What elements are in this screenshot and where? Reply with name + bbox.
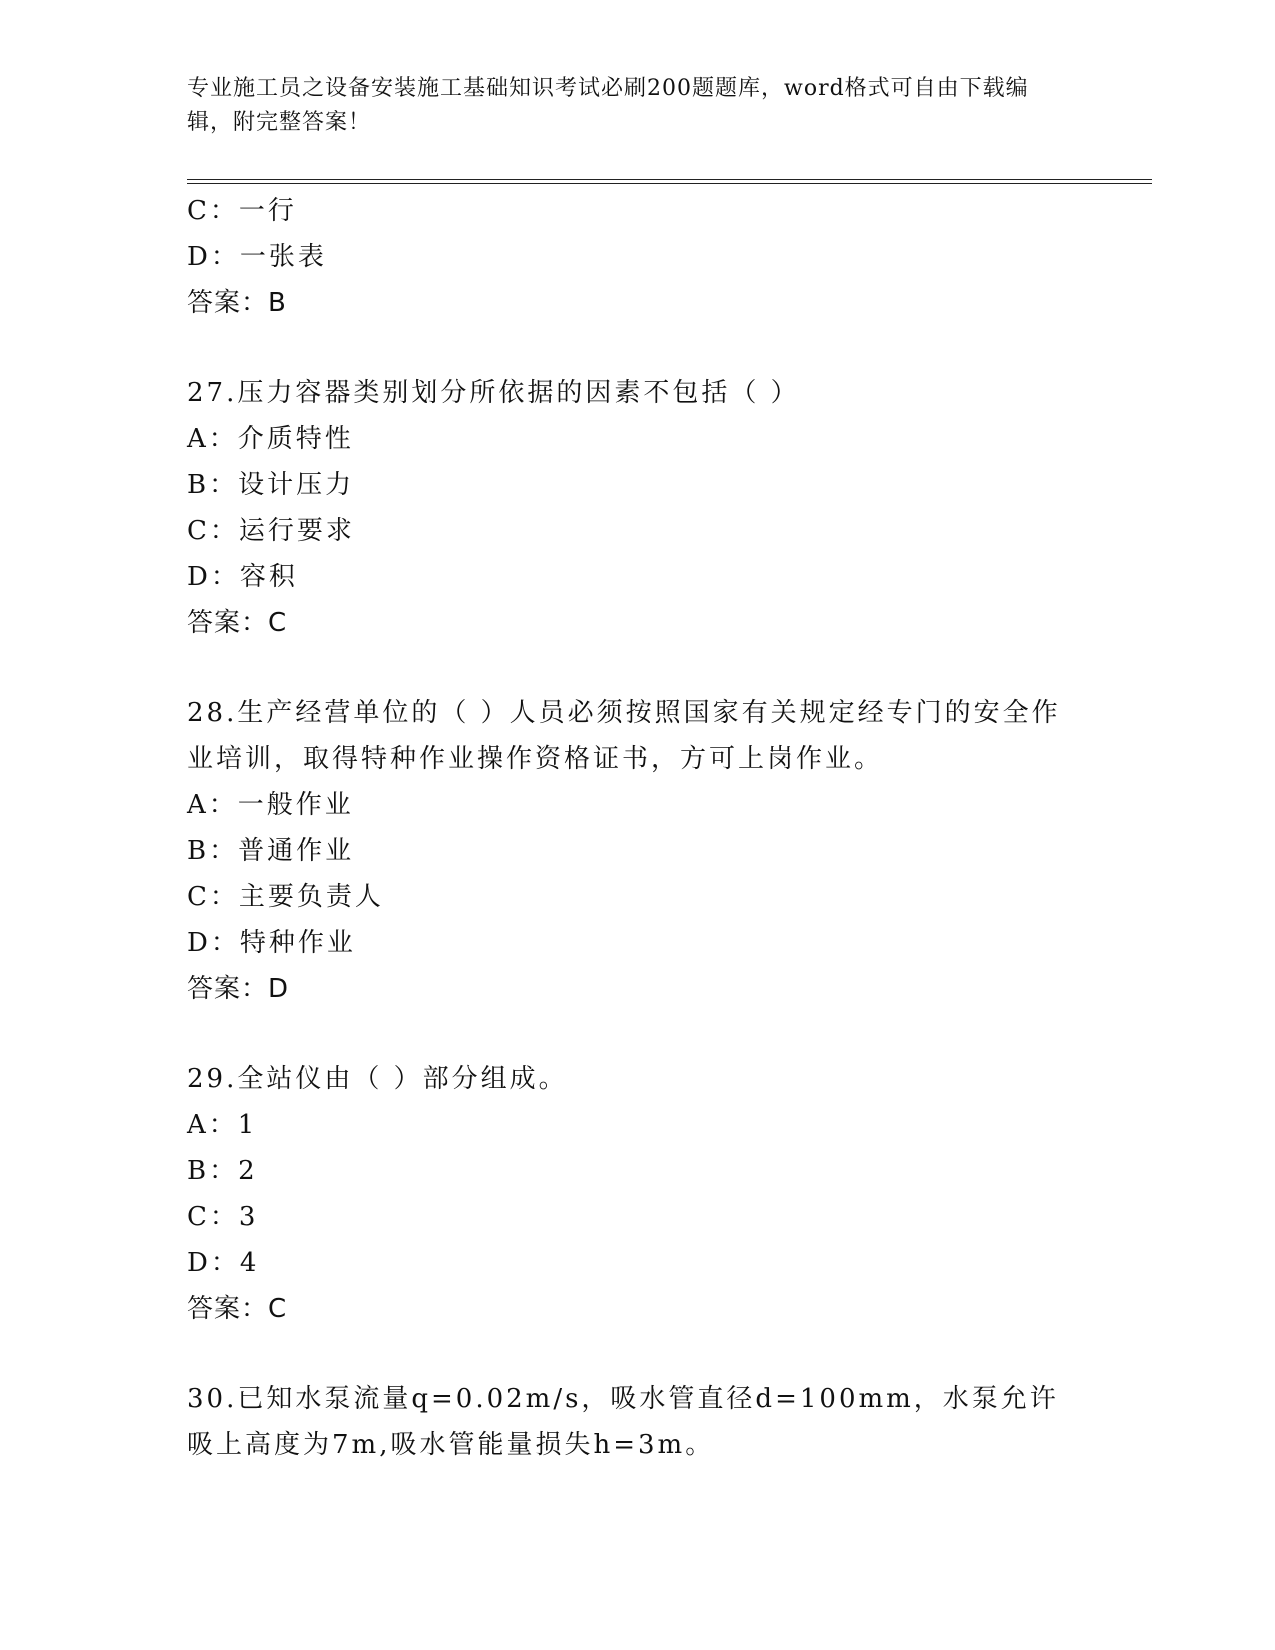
option-a: A：1 [187,1110,258,1140]
header-divider-bottom [187,183,1152,184]
header-title: 专业施工员之设备安装施工基础知识考试必刷200题题库，word格式可自由下载编辑，附完整答案！ [187,76,1029,135]
option-d: D：4 [187,1248,260,1278]
answer-line: 答案：C [187,1294,288,1324]
question-30 [187,1376,1087,1468]
answer-line: 答案：D [187,974,290,1004]
option-b: B：设计压力 [187,470,355,500]
option-c: C：3 [187,1202,259,1232]
option-d: D：特种作业 [187,928,356,958]
option-c: C：一行 [187,196,297,226]
answer-line: 答案：B [187,288,287,318]
question-27 [187,370,1087,646]
question-continued [187,188,1087,326]
question-29 [187,1056,1087,1332]
document-body [187,188,1087,1468]
option-b: B：普通作业 [187,836,355,866]
header-divider-top [187,179,1152,180]
option-a: A：一般作业 [187,790,354,820]
question-text: 30.已知水泵流量q=0.02m/s，吸水管直径d=100mm，水泵允许吸上高度为7m,吸水管能量损失h=3m。 [187,1384,1059,1460]
option-c: C：运行要求 [187,516,355,546]
answer-line: 答案：C [187,608,288,638]
question-text: 29.全站仪由（ ）部分组成。 [187,1064,568,1094]
option-a: A：介质特性 [187,424,354,454]
question-text: 28.生产经营单位的（ ）人员必须按照国家有关规定经专门的安全作业培训，取得特种作业操作资格证书，方可上岗作业。 [187,698,1061,774]
option-d: D：容积 [187,562,298,592]
option-d: D：一张表 [187,242,327,272]
document-header [187,72,1067,140]
question-text: 27.压力容器类别划分所依据的因素不包括（ ） [187,378,800,408]
option-b: B：2 [187,1156,258,1186]
question-28 [187,690,1087,1012]
option-c: C：主要负责人 [187,882,384,912]
